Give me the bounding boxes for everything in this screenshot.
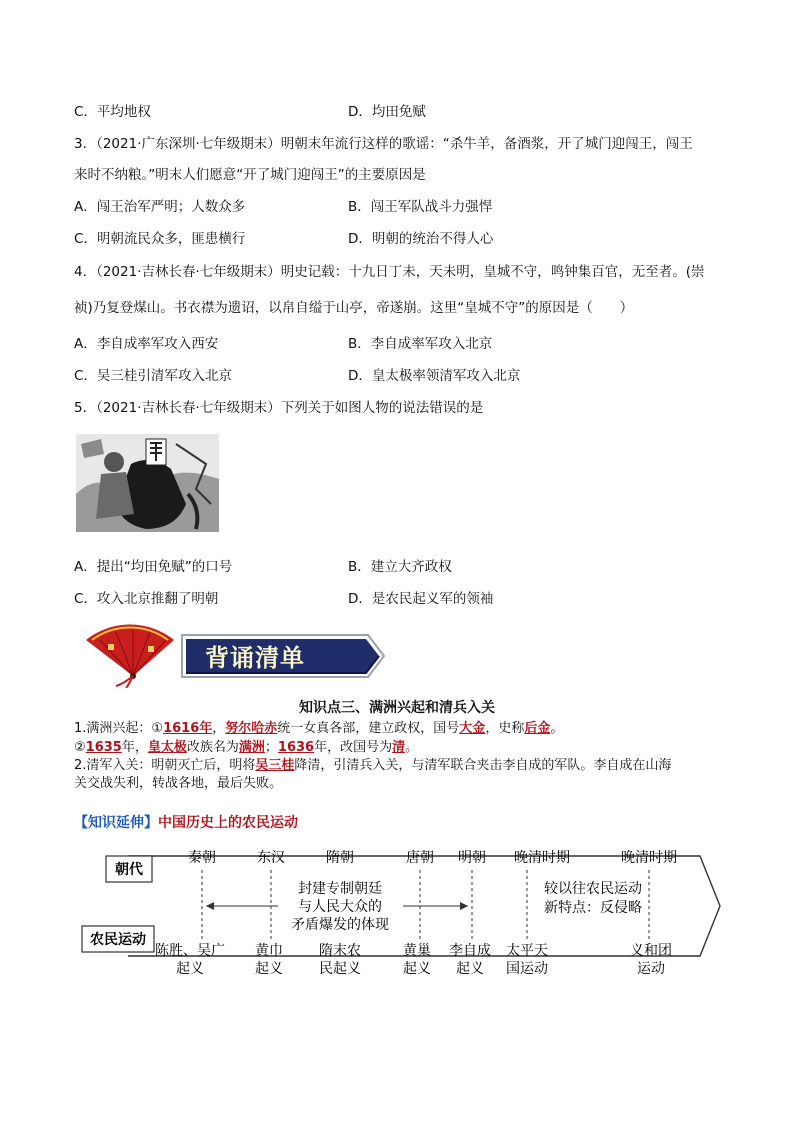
text: 。 [550, 721, 564, 736]
extension-title: 中国历史上的农民运动 [158, 815, 298, 831]
answer-blank: 皇太极 [147, 740, 187, 755]
right-note-line: 较以往农民运动 [544, 881, 642, 897]
answer-blank: 努尔哈赤 [225, 721, 278, 736]
movement-label: 隋末农 [319, 943, 361, 959]
movement-label: 起义 [456, 961, 484, 977]
q3-stem-line1: 3．（2021·广东深圳·七年级期末）明朝末年流行这样的歌谣：“杀牛羊，备酒浆，开了城门迎闯王，闯王 [74, 136, 693, 152]
q4-stem-line2: 祯)乃复登煤山。书衣襟为遗诏，以帛自缢于山亭，帝遂崩。这里“皇城不守”的原因是（ ） [74, 300, 634, 316]
q4-option-a: A．李自成率军攻入西安 [74, 336, 219, 352]
q3-option-a: A．闯王治军严明；人数众多 [74, 199, 246, 215]
dynasty-label: 唐朝 [406, 850, 434, 866]
movement-label: 起义 [255, 961, 283, 977]
movement-label: 国运动 [506, 961, 548, 977]
peasant-movement-timeline [78, 834, 728, 984]
answer-blank: 大金 [459, 721, 486, 736]
q3-option-d: D．明朝的统治不得人心 [348, 231, 494, 247]
text: 1.满洲兴起：① [74, 721, 164, 736]
knowledge-point-title: 知识点三、满洲兴起和清兵入关 [299, 700, 495, 716]
dynasty-label: 秦朝 [188, 850, 216, 866]
dynasty-label: 隋朝 [326, 850, 354, 866]
fan-icon [86, 624, 174, 688]
knowledge-line-2 [74, 739, 418, 757]
movement-label: 起义 [403, 961, 431, 977]
movement-label: 黄巾 [255, 943, 283, 959]
span-arrowhead-right [460, 902, 468, 910]
text: 年，改国号为 [314, 740, 393, 755]
movement-label: 李自成 [449, 943, 491, 959]
q2-option-c: C．平均地权 [74, 104, 151, 120]
movement-label: 黄巢 [403, 943, 431, 959]
q4-option-b: B．李自成率军攻入北京 [348, 336, 493, 352]
dynasty-label: 晚清时期 [514, 850, 570, 866]
dynasty-label: 东汉 [257, 850, 285, 866]
q4-option-d: D．皇太极率领清军攻入北京 [348, 368, 521, 384]
center-note-line: 矛盾爆发的体现 [291, 917, 389, 933]
answer-blank: 满洲 [238, 740, 265, 755]
row-label-dynasty: 朝代 [115, 862, 143, 878]
answer-blank: 1616年 [163, 721, 213, 736]
q3-option-b: B．闯王军队战斗力强悍 [348, 199, 493, 215]
q5-option-b: B．建立大齐政权 [348, 559, 452, 575]
text: ， [212, 721, 226, 736]
li-zicheng-illustration [76, 434, 219, 532]
answer-blank: 清 [392, 740, 406, 755]
q5-option-d: D．是农民起义军的领袖 [348, 591, 494, 607]
right-note-line: 新特点：反侵略 [544, 900, 642, 916]
knowledge-line-4: 关交战失利，转战各地，最后失败。 [74, 776, 283, 791]
row-label-movement: 农民运动 [90, 932, 146, 948]
movement-label: 起义 [176, 961, 204, 977]
center-note-line: 封建专制朝廷 [298, 881, 382, 897]
knowledge-line-3 [74, 757, 671, 775]
text: ； [264, 740, 278, 755]
answer-blank: 1636 [277, 740, 315, 755]
answer-blank: 1635 [85, 740, 122, 755]
dynasty-label: 明朝 [458, 850, 486, 866]
extension-heading [74, 812, 298, 832]
span-arrowhead-left [206, 902, 214, 910]
movement-label: 义和团 [630, 943, 672, 959]
text: ② [74, 740, 86, 755]
q4-stem-line1: 4．（2021·吉林长春·七年级期末）明史记载：十九日丁未，天未明，皇城不守，鸣钟集百官，无至者。(崇 [74, 264, 705, 280]
movement-label: 陈胜、吴广 [155, 943, 225, 959]
q4-option-c: C．吴三桂引清军攻入北京 [74, 368, 232, 384]
text: ，史称 [485, 721, 525, 736]
q5-option-c: C．攻入北京推翻了明朝 [74, 591, 219, 607]
extension-tag: 【知识延伸】 [74, 815, 158, 831]
center-note-line: 与人民大众的 [298, 899, 382, 915]
text: 2.清军入关：明朝灭亡后，明将 [74, 758, 256, 773]
answer-blank: 后金 [524, 721, 551, 736]
banner-title: 背诵清单 [205, 643, 305, 672]
text: 。 [405, 740, 419, 755]
q3-option-c: C．明朝流民众多，匪患横行 [74, 231, 246, 247]
text: 改族名为 [186, 740, 239, 755]
answer-blank: 吴三桂 [255, 758, 295, 773]
text: 年， [121, 740, 148, 755]
movement-label: 太平天 [506, 943, 548, 959]
movement-label: 运动 [637, 961, 665, 977]
q2-option-d: D．均田免赋 [348, 104, 426, 120]
text: 统一女真各部，建立政权，国号 [277, 721, 460, 736]
q5-stem: 5．（2021·吉林长春·七年级期末）下列关于如图人物的说法错误的是 [74, 400, 484, 416]
knowledge-line-1 [74, 720, 563, 738]
movement-label: 民起义 [319, 961, 361, 977]
q3-stem-line2: 来时不纳粮。”明末人们愿意“开了城门迎闯王”的主要原因是 [74, 167, 426, 183]
q5-option-a: A．提出“均田免赋”的口号 [74, 559, 233, 575]
text: 降清，引清兵入关，与清军联合夹击李自成的军队。李自成在山海 [294, 758, 672, 773]
dynasty-label: 晚清时期 [621, 850, 677, 866]
